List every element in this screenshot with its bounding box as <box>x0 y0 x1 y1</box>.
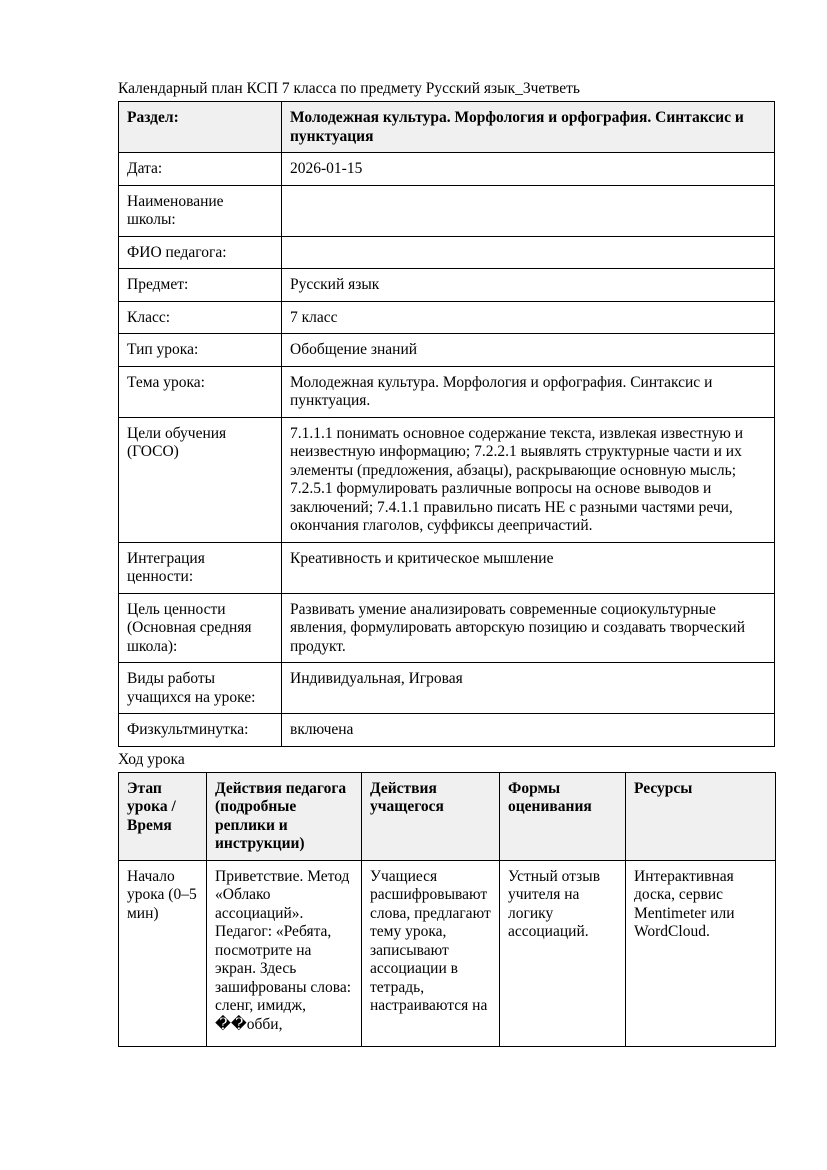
resources-cell: Интерактивная доска, сервис Mentimeter или WordCloud. <box>626 860 776 1046</box>
info-label: Цель ценности (Основная средняя школа): <box>119 593 282 663</box>
info-row-learning-goals <box>119 417 775 542</box>
info-value: Молодежная культура. Морфология и орфография. Синтаксис и пунктуация. <box>282 366 775 417</box>
header-assessment-forms: Формы оценивания <box>500 772 626 860</box>
lesson-table-header-row <box>119 772 776 860</box>
info-value: Развивать умение анализировать современные социокультурные явления, формулировать авторскую позицию и создавать творческий продукт. <box>282 593 775 663</box>
info-value: 7.1.1.1 понимать основное содержание текста, извлекая известную и неизвестную информацию; 7.2.2.1 выявлять структурные части и их элементы (предложения, абзацы), раскрывающие основную мысль; 7.2.5.1 формулировать различные вопросы на основе выводов и заключений; 7.4.1.1 правильно писать НЕ с разными частями речи, окончания глаголов, суффиксы деепричастий. <box>282 417 775 542</box>
info-row-lesson-topic <box>119 366 775 417</box>
lesson-stage-row <box>119 860 776 1046</box>
header-student-actions: Действия учащегося <box>362 772 500 860</box>
header-stage-time: Этап урока / Время <box>119 772 207 860</box>
info-row-school-name <box>119 185 775 236</box>
info-value: Индивидуальная, Игровая <box>282 663 775 714</box>
stage-time-cell: Начало урока (0–5 мин) <box>119 860 207 1046</box>
info-row-physical-minute <box>119 714 775 747</box>
info-label: Класс: <box>119 301 282 334</box>
info-row-razdel <box>119 102 775 153</box>
info-row-teacher-name <box>119 236 775 269</box>
info-label: Наименование школы: <box>119 185 282 236</box>
info-label: Тема урока: <box>119 366 282 417</box>
info-value: Обобщение знаний <box>282 334 775 367</box>
info-label: Дата: <box>119 153 282 186</box>
info-row-lesson-type <box>119 334 775 367</box>
info-value: Русский язык <box>282 269 775 302</box>
info-value: 7 класс <box>282 301 775 334</box>
info-label: Виды работы учащихся на уроке: <box>119 663 282 714</box>
assessment-cell: Устный отзыв учителя на логику ассоциаций. <box>500 860 626 1046</box>
info-value: Креативность и критическое мышление <box>282 542 775 593</box>
info-label: Интеграция ценности: <box>119 542 282 593</box>
lesson-info-table <box>118 101 775 747</box>
header-resources: Ресурсы <box>626 772 776 860</box>
document-content <box>118 79 775 1047</box>
info-row-class <box>119 301 775 334</box>
document-title: Календарный план КСП 7 класса по предмету Русский язык_3четветь <box>118 80 580 97</box>
info-row-work-types <box>119 663 775 714</box>
header-teacher-actions: Действия педагога (подробные реплики и инструкции) <box>207 772 362 860</box>
lesson-plan-table <box>118 772 776 1047</box>
info-label: ФИО педагога: <box>119 236 282 269</box>
info-row-values-integration <box>119 542 775 593</box>
info-value: 2026-01-15 <box>282 153 775 186</box>
info-row-subject <box>119 269 775 302</box>
info-label: Тип урока: <box>119 334 282 367</box>
lesson-course-heading: Ход урока <box>118 750 185 768</box>
info-row-values-goal <box>119 593 775 663</box>
info-value: Молодежная культура. Морфология и орфография. Синтаксис и пунктуация <box>282 102 775 153</box>
info-value <box>282 236 775 269</box>
info-value: включена <box>282 714 775 747</box>
teacher-actions-cell: Приветствие. Метод «Облако ассоциаций». Педагог: «Ребята, посмотрите на экран. Здесь зашифрованы слова: сленг, имидж, ��обби, <box>207 860 362 1046</box>
info-label: Цели обучения (ГОСО) <box>119 417 282 542</box>
info-label: Физкультминутка: <box>119 714 282 747</box>
info-row-date <box>119 153 775 186</box>
info-label: Раздел: <box>119 102 282 153</box>
info-value <box>282 185 775 236</box>
student-actions-cell: Учащиеся расшифровывают слова, предлагают тему урока, записывают ассоциации в тетрадь, настраиваются на <box>362 860 500 1046</box>
info-label: Предмет: <box>119 269 282 302</box>
